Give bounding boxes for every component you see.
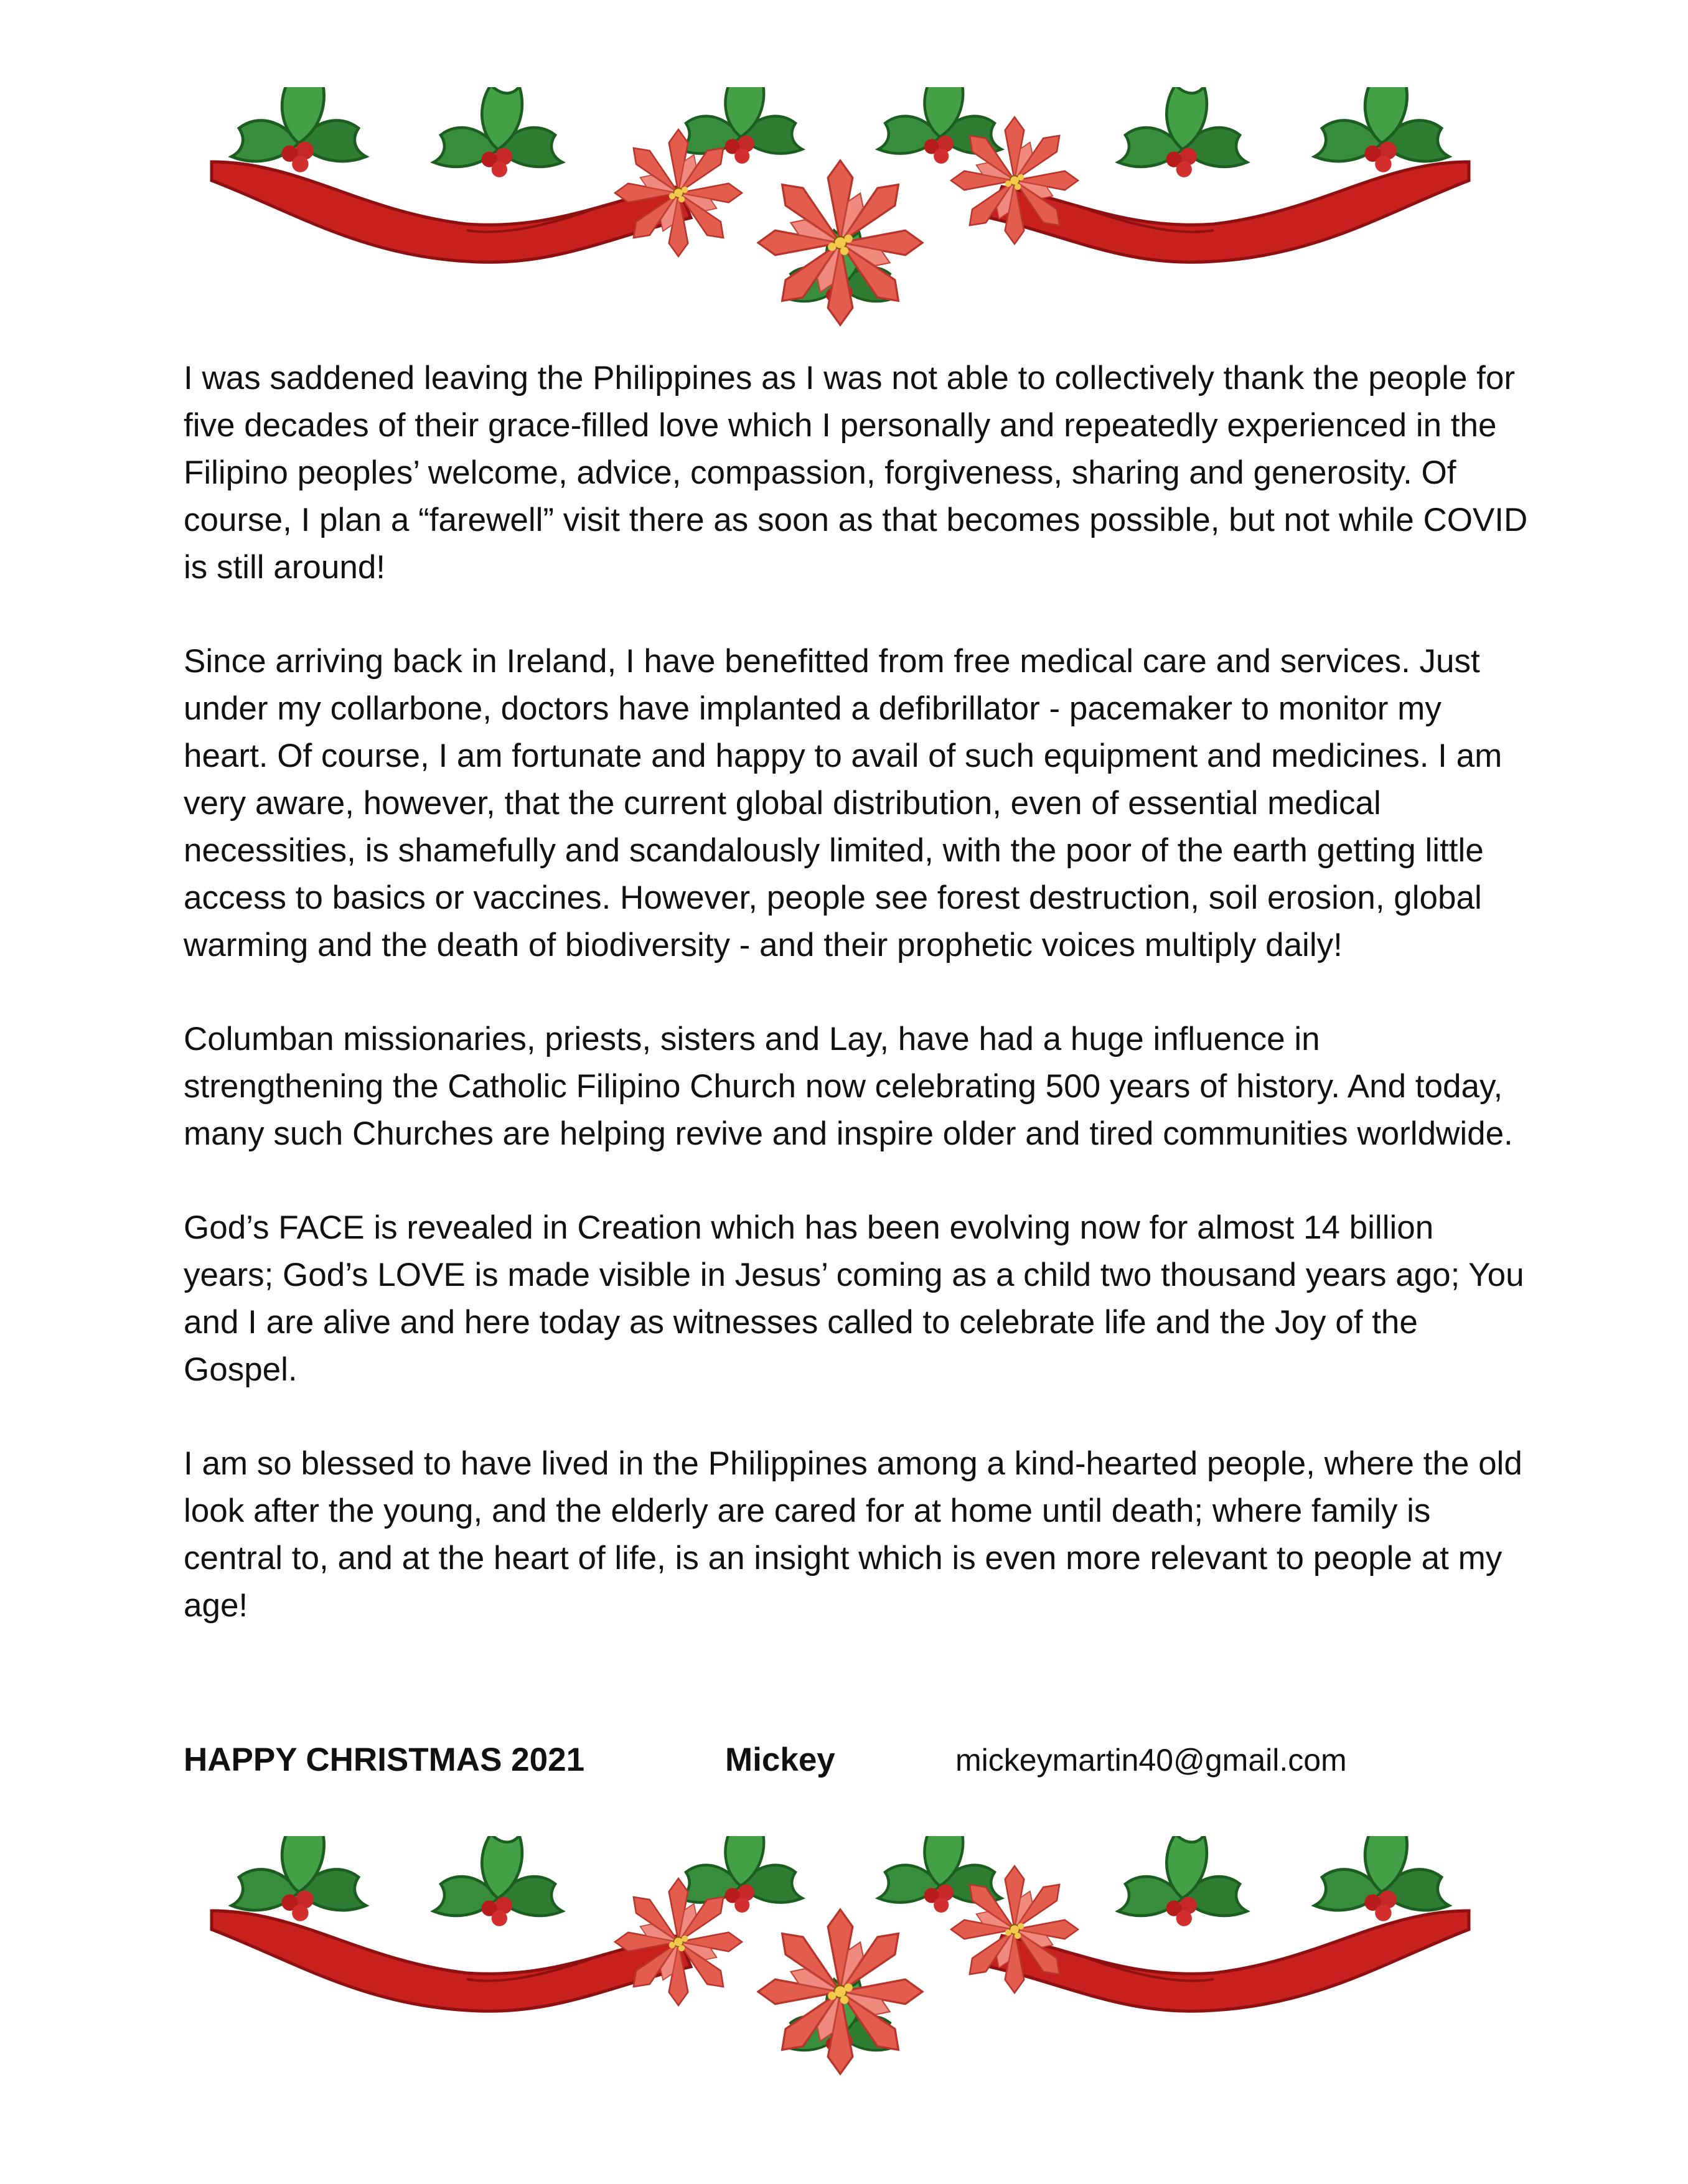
signature: Mickey [725, 1741, 835, 1778]
paragraph-5: I am so blessed to have lived in the Philippines among a kind-hearted people, where the old look after the young, and the elderly are cared for at home until death; where family is central to, and at the heart of life, is an insight which is even more relevant to people at my age! [184, 1445, 1522, 1624]
letter-body [184, 355, 1528, 1676]
paragraph-2: Since arriving back in Ireland, I have benefitted from free medical care and services. Just under my collarbone, doctors have implanted a defibrillator - pacemaker to monitor my heart. Of course, I am fortunate and happy to avail of such equipment and medicines. I am very aware, however, that the current global distribution, even of essential medical necessities, is shamefully and scandalously limited, with the poor of the earth getting little access to basics or vaccines. However, people see forest destruction, soil erosion, global warming and the death of biodiversity - and their prophetic voices multiply daily! [184, 643, 1503, 963]
top-garland-icon [205, 87, 1475, 349]
sign-off [184, 1736, 1528, 1786]
email-address: mickeymartin40@gmail.com [955, 1743, 1347, 1778]
paragraph-4: God’s FACE is revealed in Creation which has been evolving now for almost 14 billion years; God’s LOVE is made visible in Jesus’ coming as a child two thousand years ago; You and I are alive and here today as witnesses called to celebrate life and the Joy of the Gospel. [184, 1209, 1524, 1388]
paragraph-3: Columban missionaries, priests, sisters and Lay, have had a huge influence in strengthening the Catholic Filipino Church now celebrating 500 years of history. And today, many such Churches are helping revive and inspire older and tired communities worldwide. [184, 1021, 1513, 1152]
greeting: HAPPY CHRISTMAS 2021 [184, 1741, 585, 1778]
paragraph-1: I was saddened leaving the Philippines as I was not able to collectively thank the people for five decades of their grace-filled love which I personally and repeatedly experienced in the Filipino peoples’ welcome, advice, compassion, forgiveness, sharing and generosity. Of course, I plan a “farewell” visit there as soon as that becomes possible, but not while COVID is still around! [184, 360, 1528, 586]
holly-poinsettia-garland-icon [205, 1836, 1475, 2097]
bottom-garland-icon [205, 1836, 1475, 2097]
holly-poinsettia-garland-icon [205, 87, 1475, 349]
